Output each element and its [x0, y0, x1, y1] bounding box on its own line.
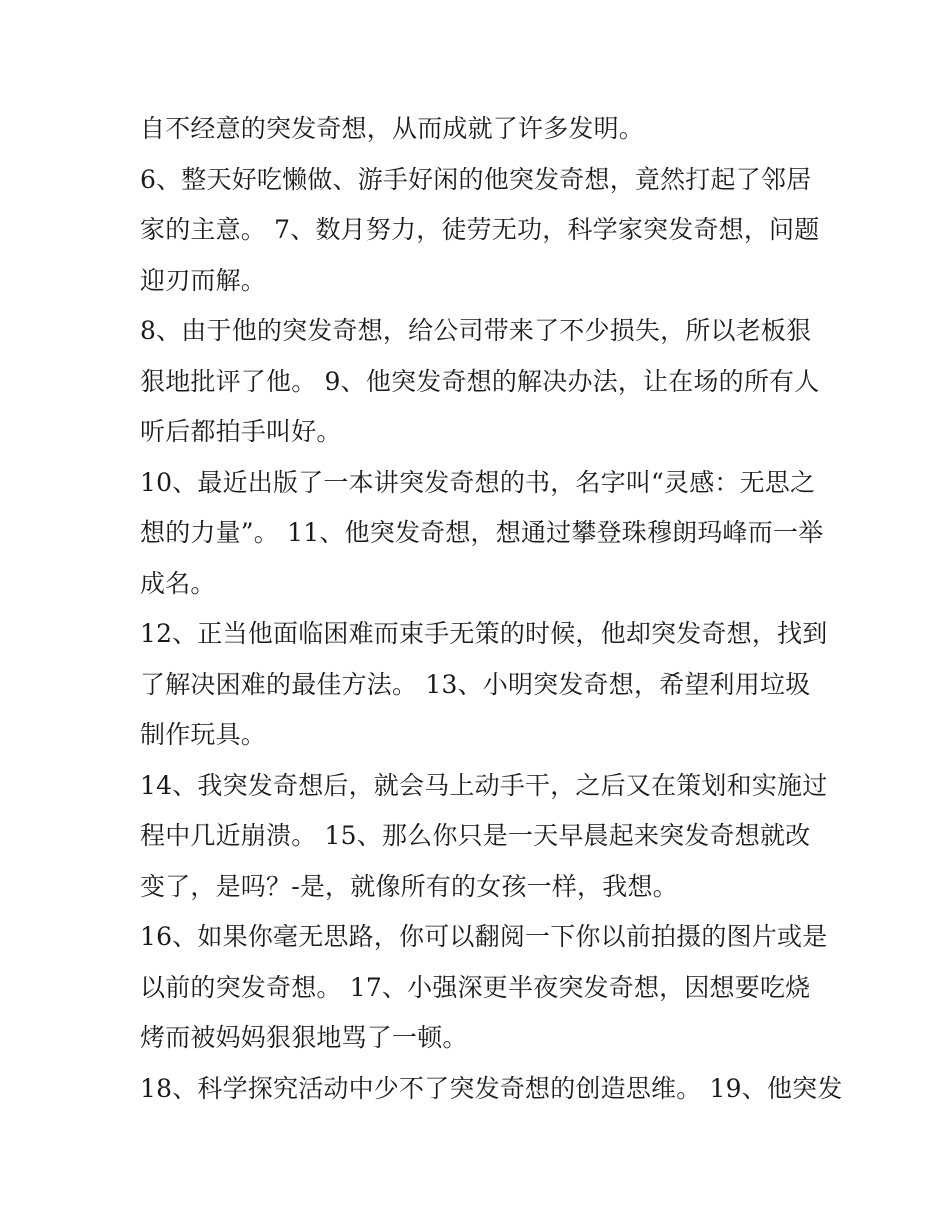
text-line: 迎刃而解。 [140, 265, 267, 295]
text-line: 18、科学探究活动中少不了突发奇想的创造思维。 19、他突发 [140, 1073, 843, 1103]
text-line: 听后都拍手叫好。 [140, 417, 342, 446]
text-line: 8、由于他的突发奇想，给公司带来了不少损失，所以老板狠 [140, 316, 812, 345]
text-line: 程中几近崩溃。 15、那么你只是一天早晨起来突发奇想就改 [140, 821, 811, 850]
text-line: 制作玩具。 [140, 720, 267, 749]
text-line: 了解决困难的最佳方法。 13、小明突发奇想，希望利用垃圾 [140, 669, 811, 699]
text-line: 成名。 [140, 568, 216, 598]
text-line: 12、正当他面临困难而束手无策的时候，他却突发奇想，找到 [140, 619, 828, 648]
text-line: 家的主意。 7、数月努力，徒劳无功，科学家突发奇想，问题 [140, 215, 820, 244]
text-line: 以前的突发奇想。 17、小强深更半夜突发奇想，因想要吃烧 [140, 972, 811, 1002]
text-line: 自不经意的突发奇想，从而成就了许多发明。 [140, 114, 645, 143]
text-line: 14、我突发奇想后，就会马上动手干，之后又在策划和实施过 [140, 770, 828, 800]
text-line: 16、如果你毫无思路，你可以翻阅一下你以前拍摄的图片或是 [140, 922, 828, 951]
text-line: 变了，是吗？-是，就像所有的女孩一样，我想。 [140, 871, 678, 901]
text-line: 想的力量”。 11、他突发奇想，想通过攀登珠穆朗玛峰而一举 [140, 518, 824, 547]
text-line: 狠地批评了他。 9、他突发奇想的解决办法，让在场的所有人 [140, 366, 820, 396]
text-line: 烤而被妈妈狠狠地骂了一顿。 [140, 1023, 468, 1052]
document-body [140, 104, 843, 1114]
text-line: 10、最近出版了一本讲突发奇想的书，名字叫“灵感：无思之 [140, 467, 816, 497]
text-line: 6、整天好吃懒做、游手好闲的他突发奇想，竟然打起了邻居 [140, 164, 812, 194]
